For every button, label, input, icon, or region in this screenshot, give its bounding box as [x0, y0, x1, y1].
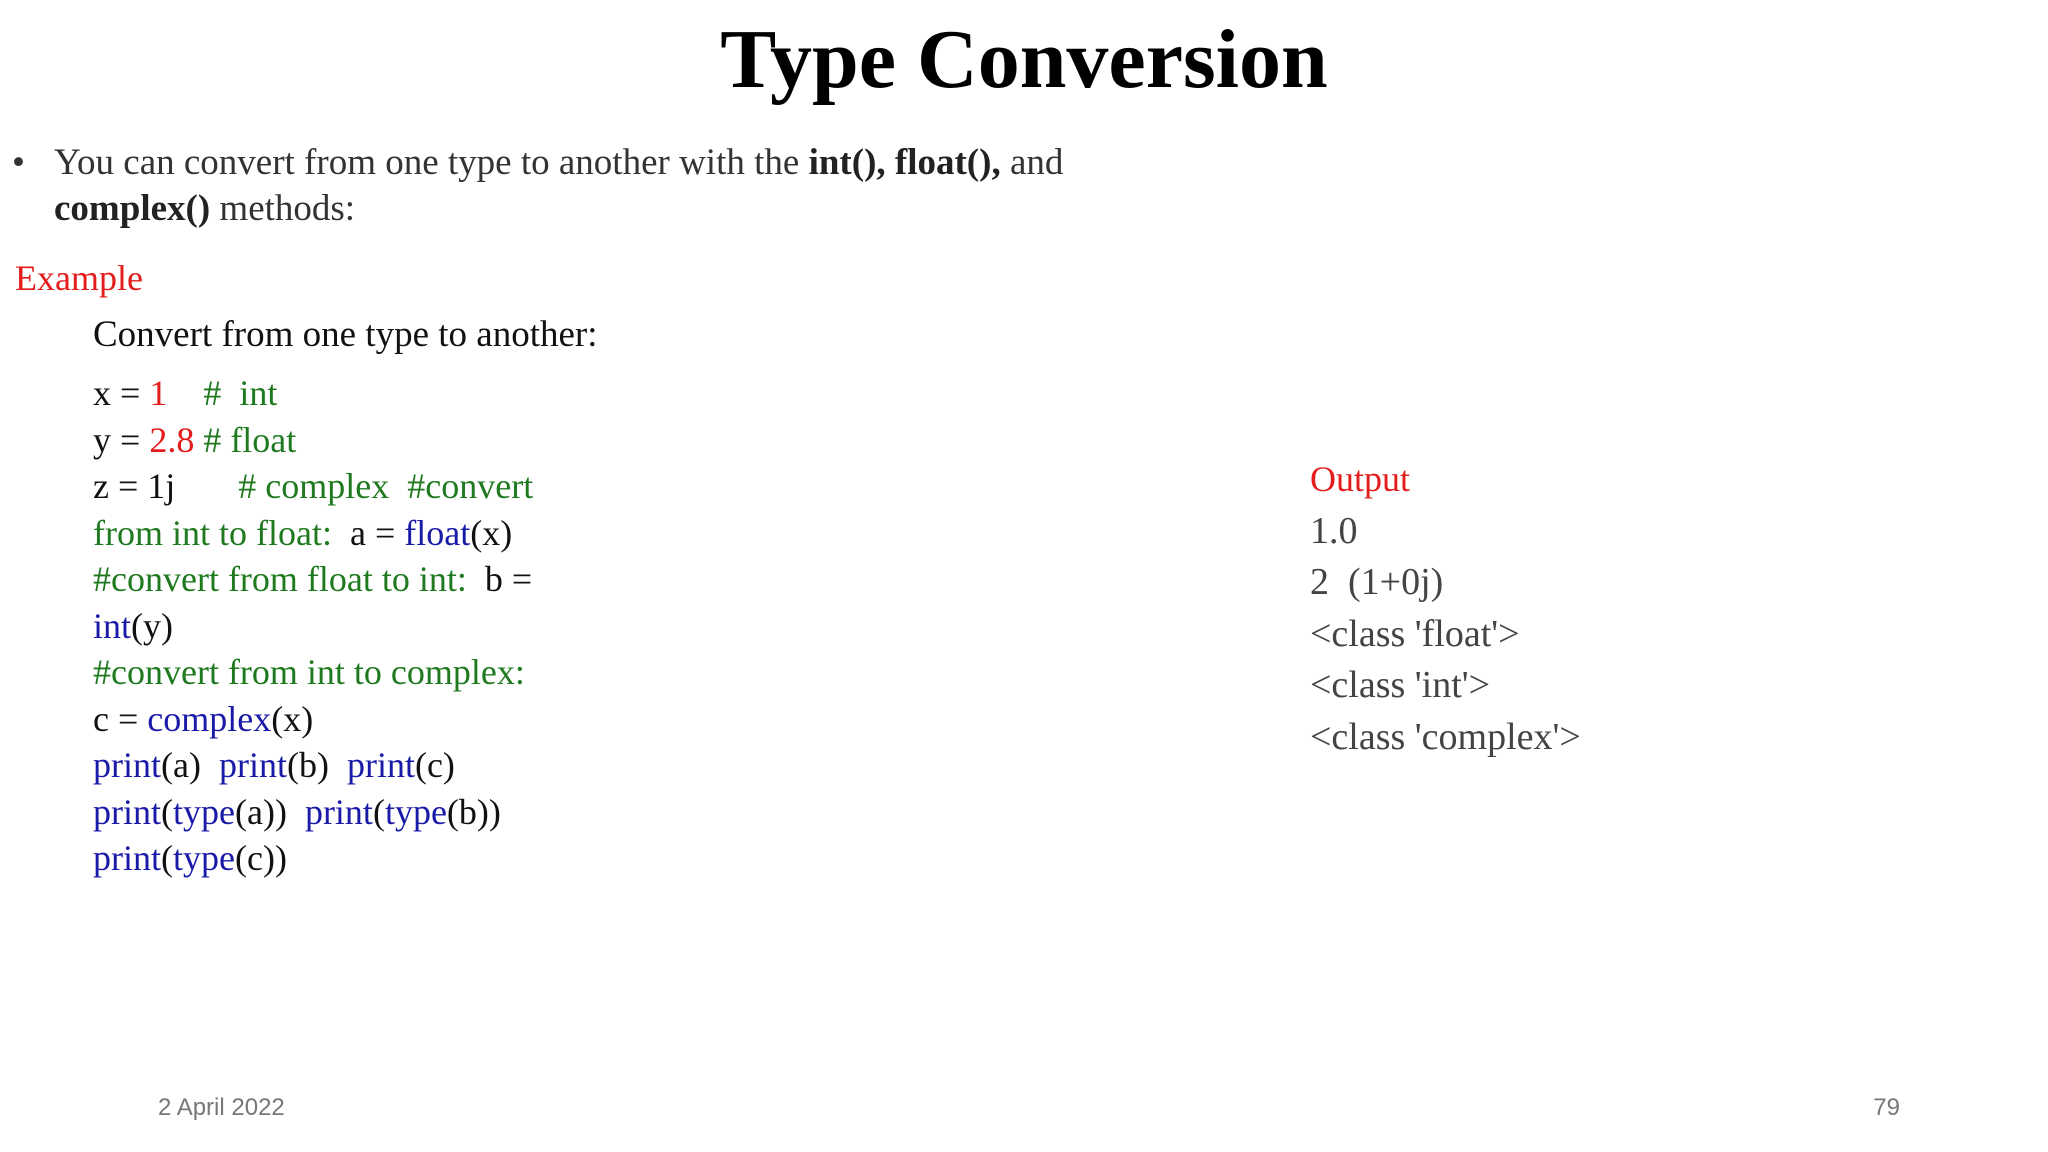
code-text: (a)	[161, 745, 219, 785]
code-text: c =	[93, 698, 148, 739]
output-line: <class 'int'>	[1310, 664, 1491, 706]
bullet-marker: •	[12, 142, 25, 183]
code-function: float	[404, 512, 471, 553]
code-text: (	[372, 791, 385, 832]
slide-title: Type Conversion	[720, 13, 1328, 106]
code-line	[93, 789, 533, 836]
output-line: 1.0	[1310, 509, 1358, 552]
code-comment: # int	[167, 373, 278, 413]
code-line	[93, 835, 533, 882]
code-text: (y)	[131, 605, 173, 646]
code-text: z = 1j	[93, 466, 239, 506]
code-function: type	[384, 791, 447, 832]
footer-date: 2 April 2022	[158, 1094, 285, 1121]
code-text: (x)	[470, 512, 513, 553]
code-text: (x)	[271, 698, 314, 739]
code-function: print	[346, 745, 415, 785]
output-block	[1310, 454, 1581, 763]
bullet-text-part: You can convert from one type to another with the	[54, 142, 809, 183]
code-line	[93, 417, 533, 464]
code-line	[93, 603, 533, 650]
bullet-bold-methods: int(), float(),	[808, 142, 1001, 183]
code-text: (b)	[286, 745, 347, 785]
bullet-text-part: methods:	[210, 188, 356, 229]
output-line: <class 'complex'>	[1310, 715, 1581, 758]
code-number: 2.8	[149, 419, 195, 460]
code-comment: # complex #convert	[238, 466, 534, 506]
code-function: print	[304, 791, 373, 832]
code-line	[93, 463, 533, 510]
example-label: Example	[15, 258, 143, 298]
code-text: (a))	[234, 791, 305, 832]
output-line: <class 'float'>	[1310, 612, 1520, 655]
bullet-text	[12, 140, 1192, 232]
code-line	[93, 696, 533, 743]
code-text: (	[161, 838, 173, 878]
code-line	[93, 510, 533, 557]
code-text: (	[161, 791, 173, 832]
code-text: x =	[93, 373, 150, 413]
bullet-text-part: and	[1000, 142, 1064, 183]
code-function: print	[218, 745, 287, 785]
code-function: type	[173, 791, 235, 832]
code-text: y =	[93, 419, 150, 460]
code-text: (c)	[414, 745, 455, 785]
example-intro: Convert from one type to another:	[93, 314, 598, 355]
code-line	[93, 556, 533, 603]
code-function: int	[93, 605, 132, 646]
bullet-bold-complex: complex()	[54, 188, 211, 229]
code-comment: #convert from float to int:	[93, 559, 467, 599]
code-block	[93, 370, 533, 882]
code-line	[93, 742, 533, 789]
code-comment: # float	[194, 419, 297, 460]
code-text: (c))	[234, 838, 287, 878]
intro-bullet	[12, 140, 1192, 232]
code-text: (b))	[446, 791, 501, 832]
code-function: print	[93, 838, 161, 878]
output-label: Output	[1310, 459, 1411, 499]
code-text: b =	[466, 559, 533, 599]
output-line: 2 (1+0j)	[1310, 561, 1444, 603]
page-number: 79	[1873, 1094, 1900, 1121]
code-function: print	[93, 745, 161, 785]
code-line	[93, 370, 533, 417]
code-number: 1	[149, 373, 168, 413]
code-line	[93, 649, 533, 696]
code-function: print	[93, 791, 161, 832]
code-comment: from int to float:	[93, 512, 332, 553]
code-comment: #convert from int to complex:	[93, 652, 525, 692]
code-function: type	[173, 838, 235, 878]
code-function: complex	[147, 698, 272, 739]
code-text: a =	[331, 512, 405, 553]
